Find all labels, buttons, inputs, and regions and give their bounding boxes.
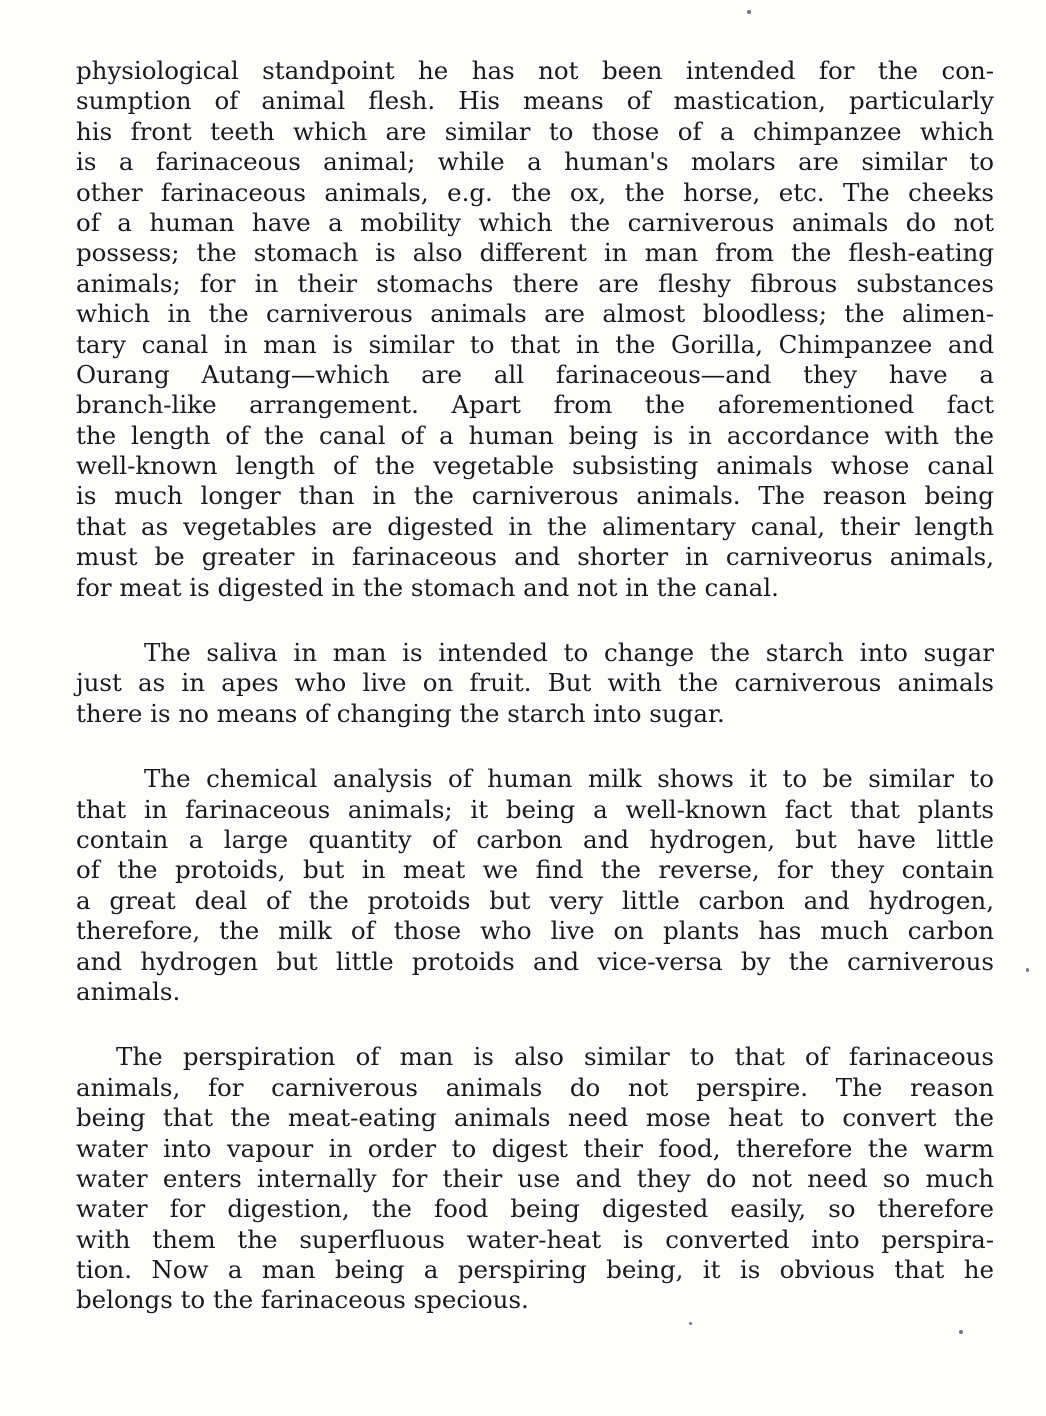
text-line: for meat is digested in the stomach and not in the canal. — [76, 572, 779, 602]
scan-speck — [1026, 968, 1029, 972]
text-line: water into vapour in order to digest their food, therefore the warm — [76, 1133, 994, 1163]
text-line: a great deal of the protoids but very little carbon and hydrogen, — [76, 885, 994, 915]
text-line: branch-like arrangement. Apart from the aforementioned fact — [76, 390, 994, 420]
text-line: The chemical analysis of human milk shows it to be similar to — [144, 764, 994, 794]
text-line: which in the carniverous animals are almost bloodless; the alimen- — [76, 299, 994, 329]
text-line: The saliva in man is intended to change the starch into sugar — [144, 638, 994, 668]
text-line: possess; the stomach is also different in man from the flesh-eating — [76, 238, 994, 268]
text-line: just as in apes who live on fruit. But with the carniverous animals — [76, 668, 994, 698]
text-line: and hydrogen but little protoids and vice-versa by the carniverous — [76, 946, 994, 976]
text-line: animals. — [76, 976, 181, 1006]
text-line: water for digestion, the food being digested easily, so therefore — [76, 1194, 994, 1224]
paragraph-perspiration-continued — [76, 1073, 994, 1316]
scan-speck — [959, 1330, 963, 1334]
text-line: is a farinaceous animal; while a human's molars are similar to — [76, 147, 994, 177]
paragraph-spacer — [76, 729, 994, 764]
text-line: the length of the canal of a human being is in accordance with the — [76, 420, 994, 450]
text-line: The perspiration of man is also similar to that of farinaceous — [116, 1042, 994, 1072]
paragraph-saliva-continued — [76, 668, 994, 729]
text-line: animals; for in their stomachs there are fleshy fibrous substances — [76, 268, 994, 298]
text-line: of a human have a mobility which the carniverous animals do not — [76, 207, 994, 237]
body-text — [76, 56, 994, 1316]
text-line: with them the superfluous water-heat is converted into perspira- — [76, 1224, 994, 1254]
text-line: must be greater in farinaceous and shorter in carniveorus animals, — [76, 542, 994, 572]
text-line: belongs to the farinaceous specious. — [76, 1285, 529, 1315]
text-line: other farinaceous animals, e.g. the ox, the horse, etc. The cheeks — [76, 177, 994, 207]
text-line: sumption of animal flesh. His means of mastication, particularly — [76, 86, 994, 116]
scan-speck — [689, 1322, 692, 1325]
paragraph-spacer — [76, 1007, 994, 1042]
text-line: that as vegetables are digested in the alimentary canal, their length — [76, 511, 994, 541]
text-line: is much longer than in the carniverous animals. The reason being — [76, 481, 994, 511]
text-line: Ourang Autang—which are all farinaceous—and they have a — [76, 359, 994, 389]
paragraph-spacer — [76, 603, 994, 638]
paragraph-milk-analysis — [76, 764, 994, 794]
scan-speck — [747, 10, 751, 14]
text-line: contain a large quantity of carbon and hydrogen, but have little — [76, 824, 994, 854]
text-line: of the protoids, but in meat we find the reverse, for they contain — [76, 855, 994, 885]
text-line: tion. Now a man being a perspiring being, it is obvious that he — [76, 1255, 994, 1285]
text-line: therefore, the milk of those who live on plants has much carbon — [76, 916, 994, 946]
text-line: his front teeth which are similar to those of a chimpanzee which — [76, 116, 994, 146]
text-line: animals, for carniverous animals do not perspire. The reason — [76, 1072, 994, 1102]
paragraph-saliva — [76, 638, 994, 668]
text-line: tary canal in man is similar to that in the Gorilla, Chimpanzee and — [76, 329, 994, 359]
paragraph-perspiration — [76, 1042, 994, 1072]
text-line: physiological standpoint he has not been intended for the con- — [76, 56, 994, 85]
text-line: water enters internally for their use and they do not need so much — [76, 1163, 994, 1193]
text-line: there is no means of changing the starch into sugar. — [76, 698, 725, 728]
text-line: well-known length of the vegetable subsisting animals whose canal — [76, 451, 994, 481]
paragraph-digestive-anatomy — [76, 56, 994, 603]
text-line: that in farinaceous animals; it being a well-known fact that plants — [76, 794, 994, 824]
text-line: being that the meat-eating animals need mose heat to convert the — [76, 1103, 994, 1133]
paragraph-milk-analysis-continued — [76, 795, 994, 1008]
